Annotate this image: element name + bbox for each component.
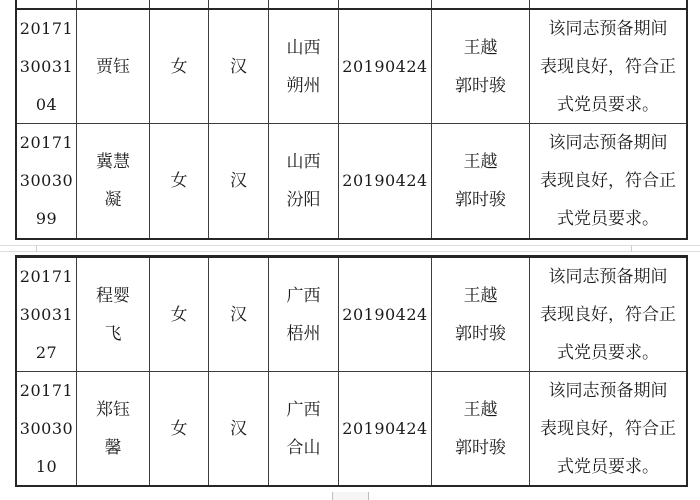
- name-line: 馨: [104, 437, 122, 458]
- native-place-line: 山西: [286, 152, 321, 172]
- date-text: 20190424: [342, 56, 428, 76]
- fragment-cell: [432, 0, 530, 8]
- gender-text: 女: [170, 171, 188, 191]
- ethnicity-text: 汉: [230, 56, 247, 77]
- native-place-cell[interactable]: [269, 124, 339, 238]
- remark-cell[interactable]: [530, 124, 686, 238]
- remark-line: 表现良好，符合正: [540, 56, 676, 77]
- native-place-line: 广西: [286, 285, 321, 306]
- remark-line: 表现良好，符合正: [540, 171, 676, 191]
- remark-line: 式党员要求。: [557, 94, 659, 115]
- records-table-page1: [15, 8, 688, 240]
- name-line: 飞: [104, 323, 122, 344]
- student-id-line: 27: [35, 342, 58, 362]
- student-id-line: 30030: [19, 418, 74, 438]
- ethnicity-cell[interactable]: [209, 124, 269, 238]
- remark-line: 该同志预备期间: [548, 18, 668, 39]
- student-id-line: 30030: [19, 171, 74, 190]
- ethnicity-cell[interactable]: [209, 372, 269, 485]
- fragment-cell: [530, 0, 686, 8]
- ethnicity-cell[interactable]: [209, 258, 269, 372]
- native-place-cell[interactable]: [269, 258, 339, 372]
- name-cell[interactable]: [77, 10, 150, 124]
- date-text: 20190424: [342, 304, 428, 324]
- gender-cell[interactable]: [150, 10, 209, 124]
- introducer-line: 王越: [463, 285, 498, 306]
- remark-line: 表现良好，符合正: [540, 304, 676, 325]
- records-table-page2: [15, 255, 688, 487]
- student-id-line: 20171: [19, 380, 74, 400]
- introducer-line: 郭时骏: [455, 190, 506, 210]
- student-id-line: 20171: [19, 133, 74, 152]
- name-cell[interactable]: [77, 372, 150, 485]
- fragment-cell: [77, 0, 150, 8]
- name-line: 冀慧: [96, 152, 130, 172]
- ethnicity-text: 汉: [230, 418, 247, 439]
- page-edge-line-top: [0, 245, 700, 246]
- ethnicity-text: 汉: [230, 171, 247, 191]
- scrollbar-fragment[interactable]: [332, 492, 369, 500]
- introducer-line: 郭时骏: [455, 437, 506, 458]
- introducer-line: 郭时骏: [455, 323, 506, 344]
- remark-line: 式党员要求。: [557, 342, 659, 363]
- native-place-line: 广西: [286, 399, 321, 420]
- native-place-line: 梧州: [286, 323, 321, 344]
- gender-text: 女: [170, 56, 188, 77]
- student-id-cell[interactable]: [17, 258, 77, 372]
- native-place-line: 朔州: [286, 75, 321, 96]
- page-margin-tick-left: [36, 245, 37, 252]
- name-line: 贾钰: [96, 56, 130, 77]
- introducer-line: 王越: [463, 152, 498, 172]
- remark-cell[interactable]: [530, 258, 686, 372]
- gender-cell[interactable]: [150, 258, 209, 372]
- page-margin-tick-right: [631, 245, 632, 252]
- ethnicity-text: 汉: [230, 304, 247, 325]
- introducer-cell[interactable]: [432, 124, 530, 238]
- fragment-cell: [269, 0, 339, 8]
- native-place-line: 山西: [286, 37, 321, 58]
- student-id-line: 30031: [19, 304, 74, 324]
- ethnicity-cell[interactable]: [209, 10, 269, 124]
- page-edge-line-bottom: [0, 251, 700, 252]
- remark-line: 该同志预备期间: [548, 380, 668, 401]
- name-line: 程婴: [96, 285, 130, 306]
- introducer-cell[interactable]: [432, 372, 530, 485]
- student-id-line: 99: [35, 209, 58, 228]
- fragment-cell: [209, 0, 269, 8]
- introducer-cell[interactable]: [432, 10, 530, 124]
- remark-line: 式党员要求。: [557, 456, 659, 477]
- student-id-line: 20171: [19, 266, 74, 286]
- fragment-cell: [150, 0, 209, 8]
- remark-line: 该同志预备期间: [548, 133, 668, 153]
- student-id-line: 20171: [19, 18, 74, 38]
- name-line: 郑钰: [96, 399, 130, 420]
- introducer-cell[interactable]: [432, 258, 530, 372]
- table-fragment-top: [15, 0, 688, 8]
- student-id-cell[interactable]: [17, 372, 77, 485]
- name-line: 凝: [104, 190, 122, 210]
- fragment-cell: [17, 0, 77, 8]
- introducer-line: 王越: [463, 399, 498, 420]
- introducer-line: 郭时骏: [455, 75, 506, 96]
- name-cell[interactable]: [77, 258, 150, 372]
- student-id-cell[interactable]: [17, 124, 77, 238]
- date-cell[interactable]: [339, 124, 432, 238]
- remark-line: 式党员要求。: [557, 209, 659, 229]
- remark-cell[interactable]: [530, 372, 686, 485]
- gender-text: 女: [170, 418, 188, 439]
- date-text: 20190424: [342, 171, 428, 190]
- date-cell[interactable]: [339, 10, 432, 124]
- gender-cell[interactable]: [150, 124, 209, 238]
- date-cell[interactable]: [339, 372, 432, 485]
- name-cell[interactable]: [77, 124, 150, 238]
- native-place-cell[interactable]: [269, 372, 339, 485]
- date-cell[interactable]: [339, 258, 432, 372]
- remark-line: 该同志预备期间: [548, 266, 668, 287]
- gender-text: 女: [170, 304, 188, 325]
- native-place-line: 合山: [286, 437, 321, 458]
- student-id-line: 04: [35, 94, 58, 114]
- native-place-cell[interactable]: [269, 10, 339, 124]
- native-place-line: 汾阳: [286, 190, 321, 210]
- gender-cell[interactable]: [150, 372, 209, 485]
- fragment-cell: [339, 0, 432, 8]
- date-text: 20190424: [342, 418, 428, 438]
- introducer-line: 王越: [463, 37, 498, 58]
- student-id-cell[interactable]: [17, 10, 77, 124]
- remark-cell[interactable]: [530, 10, 686, 124]
- student-id-line: 10: [35, 456, 58, 476]
- student-id-line: 30031: [19, 56, 74, 76]
- remark-line: 表现良好，符合正: [540, 418, 676, 439]
